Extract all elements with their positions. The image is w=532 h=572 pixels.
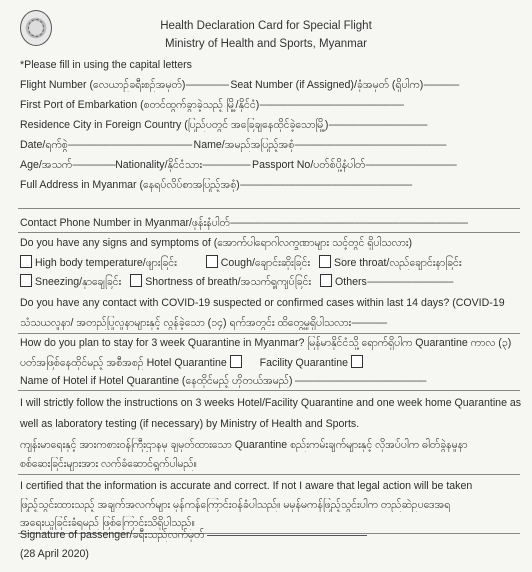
contact-phone-field[interactable]: ---------------------------------------------------------------------------------------------- (229, 217, 468, 229)
hotel-name-field[interactable]: ---------------------------------------------------- (292, 375, 426, 387)
sneezing-checkbox[interactable] (20, 274, 32, 287)
quarantine-question-line-2 (20, 355, 522, 370)
address-continuation-line[interactable] (18, 208, 520, 209)
passport-field[interactable]: ------------------------------------ (365, 159, 457, 171)
flight-number-label: Flight Number (လေယာဉ်ခရီးစဉ်အမှတ်) (20, 79, 186, 91)
cough-checkbox[interactable] (206, 255, 218, 268)
hotel-name-row (20, 374, 522, 388)
address-row (20, 178, 522, 192)
residence-city-label: Residence City in Foreign Country (ပြည်ပတွင် အခြေချနေထိုင်ခဲ့သောမြို့) (20, 119, 329, 131)
nationality-field[interactable]: ------------------- (202, 159, 253, 171)
quarantine-question-line-1: How do you plan to stay for 3 week Quarantine in Myanmar? မြန်မာနိုင်ငံသို့ ရောက်ရှိပါက Quarantine ကာလ (၃) (20, 337, 512, 349)
capital-letters-instruction: *Please fill in using the capital letters (20, 59, 192, 71)
flight-seat-row (20, 78, 522, 92)
signature-field[interactable] (207, 535, 367, 536)
signature-label: Signature of passenger/ခရီးသည်လက်မှတ် (20, 529, 205, 541)
nationality-label: Nationality/နိုင်ငံသား (115, 159, 203, 171)
high-temperature-label: High body temperature/ဖျားခြင်း (35, 257, 177, 269)
contact-phone-row (20, 216, 522, 230)
name-field[interactable]: ------------------------------------------------------------ (294, 139, 446, 151)
certify-line-2: ဖြည့်သွင်းထားသည့် အချက်အလက်များ မှန်ကန်ကြောင်းဝန်ခံပါသည်။ မမှန်မကန်ဖြည့်သွင်းပါက တည်ဆဲဥပဒေအရ (20, 499, 451, 511)
contact-question-line-1: Do you have any contact with COVID-19 suspected or confirmed cases within last 14 days? (COVID-19 (20, 297, 505, 309)
seat-number-field[interactable]: -------------- (423, 79, 459, 91)
ministry-name: Ministry of Health and Sports, Myanmar (165, 38, 367, 50)
symptoms-options-row-1 (20, 255, 522, 270)
card-title: Health Declaration Card for Special Flight (160, 20, 372, 32)
full-address-field[interactable]: -------------------------------------------------------------------- (239, 179, 412, 191)
signature-row (20, 528, 522, 542)
flight-number-field[interactable]: ----------------- (185, 79, 231, 91)
pledge-line-1: I will strictly follow the instructions on 3 weeks Hotel/Facility Quarantine and one week home Quarantine as (20, 397, 522, 409)
date-label: Date/ရက်စွဲ (20, 139, 68, 151)
contact-question-line-2-text: သံသယလူနာ/ အတည်ပြုလူနာများနှင့် လွန်ခဲ့သော (၁၄) ရက်အတွင်း ထိတွေ့မှုရှိပါသလား (20, 317, 352, 329)
high-temperature-checkbox[interactable] (20, 255, 32, 268)
hotel-quarantine-checkbox[interactable] (230, 355, 242, 368)
residence-city-field[interactable]: --------------------------------------- (328, 119, 427, 131)
date-name-row (20, 138, 522, 152)
contact-phone-label: Contact Phone Number in Myanmar/ဖုန်းနံပါတ် (20, 217, 230, 229)
divider (18, 390, 520, 391)
others-checkbox[interactable] (320, 274, 332, 287)
residence-row (20, 118, 522, 132)
divider (18, 333, 520, 334)
age-nationality-passport-row (20, 158, 522, 172)
first-port-field[interactable]: --------------------------------------------------------- (259, 99, 404, 111)
issue-date: (28 April 2020) (20, 548, 89, 560)
others-field[interactable]: ---------------------------------- (366, 276, 453, 288)
symptoms-options-row-2 (20, 274, 522, 289)
shortness-of-breath-label: Shortness of breath/အသက်ရှူကျပ်ခြင်း (145, 276, 312, 288)
sneezing-label: Sneezing/နှာချေခြင်း (35, 276, 122, 288)
sore-throat-checkbox[interactable] (319, 255, 331, 268)
name-label: Name/အမည်အပြည့်အစုံ (193, 139, 295, 151)
pledge-line-3: ကျန်းမာရေးနှင့် အားကစားဝန်ကြီးဌာနမှ ချမှတ်ထားသော Quarantine စည်းကမ်းချက်များနှင့် လိုအပ်ပါက ဓါတ်ခွဲနမူနာ (20, 439, 468, 451)
pledge-line-4: စစ်ဆေးခြင်းများအား လက်ခံဆောင်ရွက်ပါမည်။ (20, 458, 197, 470)
certify-line-1: I certified that the information is accurate and correct. If not I aware that legal action will be taken (20, 480, 473, 492)
contact-question-line-2 (20, 316, 522, 330)
date-field[interactable]: ------------------------------------------------- (67, 139, 194, 151)
hotel-name-label: Name of Hotel if Hotel Quarantine (နေထိုင်မည့် ဟိုတယ်အမည်) (20, 375, 293, 387)
contact-answer-field[interactable]: -------------- (351, 317, 387, 329)
shortness-of-breath-checkbox[interactable] (130, 274, 142, 287)
divider (18, 232, 520, 233)
others-label: Others (335, 276, 367, 288)
cough-label: Cough/ချောင်းဆိုးခြင်း (220, 257, 311, 269)
first-port-label: First Port of Embarkation (စတင်ထွက်ခွာခဲ့သည့် မြို့/နိုင်ငံ) (20, 99, 260, 111)
facility-quarantine-checkbox[interactable] (351, 355, 363, 368)
passport-label: Passport No/ပတ်စ်ပို့နံပါတ် (252, 159, 366, 171)
facility-quarantine-label: Facility Quarantine (259, 357, 348, 369)
age-label: Age/အသက် (20, 159, 73, 171)
first-port-row (20, 98, 522, 112)
symptoms-question: Do you have any signs and symptoms of (အောက်ပါရောဂါလက္ခဏာများ သင့်တွင် ရှိပါသလား) (20, 237, 412, 249)
divider (18, 474, 520, 475)
hotel-quarantine-label: ပတ်အဖြစ်နေထိုင်မည့် အစီအစဉ် Hotel Quarantine (20, 357, 227, 369)
pledge-line-2: well as laboratory testing (if necessary) by Ministry of Health and Sports. (20, 418, 360, 430)
age-field[interactable]: ----------------- (72, 159, 116, 171)
full-address-label: Full Address in Myanmar (နေရပ်လိပ်စာအပြည့်အစုံ) (20, 179, 240, 191)
seat-number-label: Seat Number (if Assigned)/ခုံအမှတ် (ရှိပါက) (230, 79, 424, 91)
certify-line-3: အရေးယူခြင်းခံရမည် ဖြစ်ကြောင်းသိရှိပါသည်။ (20, 517, 195, 529)
sore-throat-label: Sore throat/လည်ချောင်းနာခြင်း (334, 257, 462, 269)
